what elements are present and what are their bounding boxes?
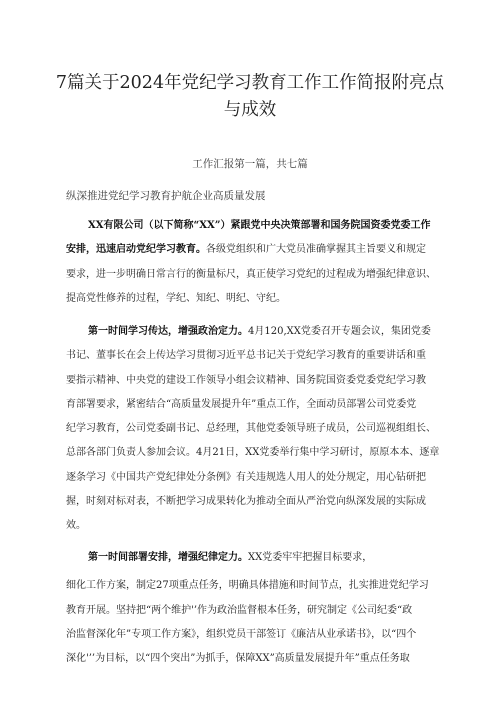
paragraph-2-line-9: 效。: [66, 520, 86, 532]
document-subtitle: 工作汇报第一篇，共七篇: [192, 158, 308, 170]
paragraph-2-line-2: 书记、董事长在会上传达学习贯彻习近平总书记关于党纪学习教育的重要讲话和重: [66, 350, 426, 362]
document-lead-heading: 纵深推进党纪学习教育护航企业高质量发展: [66, 190, 266, 202]
paragraph-1-line-1: [66, 214, 452, 238]
paragraph-2-line-7: 逐条学习《中国共产党纪律处分条例》有关违规选人用人的处分规定，用心钻研把: [66, 471, 426, 483]
paragraph-3-bold-heading: 第一时间部署安排，增强纪律定力。: [88, 552, 248, 563]
paragraph-2-line-5: 纪学习教育，公司党委副书记、总经理，其他党委领导班子成员，公司巡视组组长、: [66, 423, 436, 435]
paragraph-3-line-1-text: XX党委牢牢把握目标要求，: [248, 552, 373, 563]
paragraph-2-line-4: 育部署要求，紧密结合“高质量发展提升年”重点工作，全面动员部署公司党委党: [66, 398, 417, 410]
paragraph-2-line-1-text: 4月120,XX党委召开专题会议，集团党委: [248, 326, 431, 337]
paragraph-1-line-4: 提高党性修养的过程，学纪、知纪、明纪、守纪。: [66, 292, 286, 304]
paragraph-1: [66, 214, 452, 311]
paragraph-2-line-8: 握，时刻对标对表，不断把学习成果转化为推动全面从严治党向纵深发展的实际成: [66, 496, 426, 508]
document-title-line-1: 7篇关于2024年党纪学习教育工作工作简报附亮点: [55, 73, 445, 93]
paragraph-1-line-2: [66, 238, 452, 262]
document-title: [40, 70, 460, 124]
document-title-line-2: 与成效: [223, 100, 277, 120]
paragraph-2-line-1: [66, 320, 452, 344]
paragraph-2-line-3: 要指示精神、中央党的建设工作领导小组会议精神、国务院国资委党委党纪学习教: [66, 374, 426, 386]
paragraph-1-bold-lead: XX有限公司（以下简称“XX”）紧跟党中央决策部署和国务院国资委党委工作: [88, 220, 431, 231]
paragraph-3-line-4: 治监督深化年”专项工作方案》，组织党员干部签订《廉洁从业承诺书》，以“四个: [66, 628, 417, 640]
paragraph-3: [66, 546, 452, 671]
paragraph-1-line-3: 要求，进一步明确日常言行的衡量标尺，真正使学习党纪的过程成为增强纪律意识、: [66, 268, 436, 280]
paragraph-1-line-2-text: 各级党组织和广大党员准确掌握其主旨要义和规定: [206, 244, 426, 256]
paragraph-2: [66, 320, 452, 539]
paragraph-2-line-6: 总部各部门负责人参加会议。4月21日，XX党委举行集中学习研讨，原原本本、逐章: [66, 447, 440, 459]
paragraph-3-line-1: [66, 546, 452, 570]
paragraph-3-line-3: 教育开展。坚持把“两个维护'’作为政治监督根本任务，研究制定《公司纪委“政: [66, 604, 413, 616]
paragraph-3-line-5: 深化'’’为目标，以“四个突出”为抓手，保障XX”高质量发展提升年”重点任务取: [66, 653, 410, 665]
paragraph-3-line-2: 细化工作方案，制定27项重点任务，明确具体措施和时间节点，扎实推进党纪学习: [66, 580, 429, 592]
paragraph-1-bold-tail: 安排，迅速启动党纪学习教育。: [66, 244, 206, 256]
paragraph-2-bold-heading: 第一时间学习传达，增强政治定力。: [88, 326, 248, 337]
